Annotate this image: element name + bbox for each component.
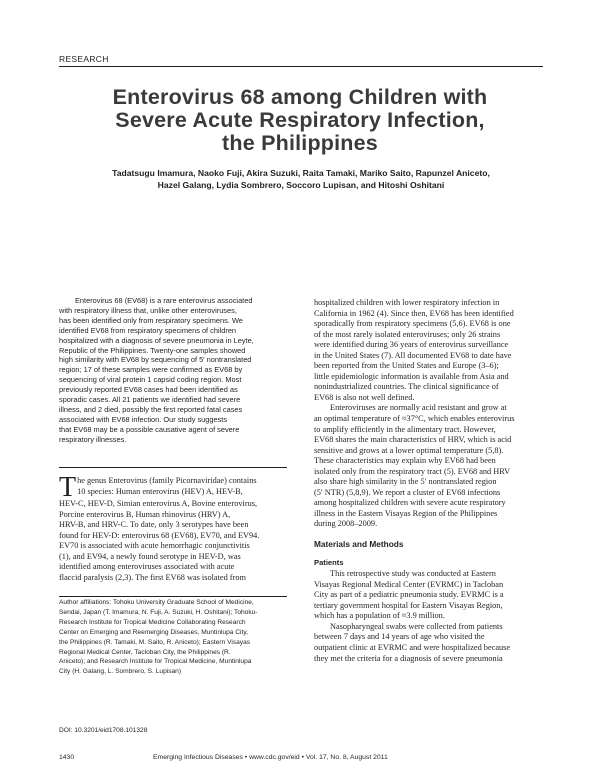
author-affiliations (59, 598, 287, 677)
affiliation-line: the Philippines (R. Tamaki, M. Saito, R. Aniceto); Eastern Visayas (59, 638, 251, 646)
abstract-line: has been identified only from respiratory specimens. We (59, 315, 243, 325)
abstract-line: sequencing of viral protein 1 capsid coding region. Most (59, 375, 242, 385)
body-line: sporadically from respiratory specimens (5,6). EV68 is one (314, 319, 511, 329)
body-line: California in 1962 (4). Since then, EV68 has been identified (314, 308, 514, 318)
body-line: between 7 days and 14 years of age who visited the (314, 632, 485, 642)
page-number: 1430 (59, 754, 75, 761)
abstract-line: hospitalized with a diagnosis of severe pneumonia in Leyte, (59, 335, 254, 345)
body-line: were identified during 36 years of enterovirus surveillance (314, 340, 509, 350)
abstract-line: that EV68 may be a possible causative agent of severe (59, 424, 240, 434)
intro-column-left (59, 472, 287, 583)
body-line: Visayas Regional Medical Center (EVRMC) in Tacloban (314, 579, 504, 589)
title-line: Severe Acute Respiratory Infection, (115, 108, 485, 132)
body-line: (1), and EV94, a newly found serotype in HEV-D, was (59, 551, 241, 561)
intro-column-right (314, 298, 543, 664)
body-line: been reported from the United States and Europe (3–6); (314, 361, 499, 371)
affiliation-line: Regional Medical Center, Tacloban City, the Philippines (R. (59, 648, 231, 656)
dropcap: T (59, 472, 77, 503)
body-line: an optimal temperature of ≈37°C, which enables enterovirus (314, 414, 515, 424)
abstract (59, 296, 287, 445)
abstract-line: Enterovirus 68 (EV68) is a rare enterovirus associated (75, 296, 253, 305)
body-line: little epidemiologic information is available from Asia and (314, 371, 509, 381)
body-line: flaccid paralysis (2,3). The first EV68 was isolated from (59, 572, 246, 582)
section-heading-methods: Materials and Methods (314, 539, 404, 550)
body-line: Enteroviruses are normally acid resistant and grow at (330, 403, 507, 413)
body-line: EV70 is associated with acute hemorrhagic conjunctivitis (59, 541, 250, 551)
body-line: 10 species: Human enterovirus (HEV) A, HEV-B, (77, 486, 243, 496)
affiliation-line: Research Institute for Tropical Medicine Collaborating Research (59, 618, 246, 626)
subheading-patients: Patients (314, 557, 344, 567)
body-line: This retrospective study was conducted at Eastern (330, 569, 496, 579)
body-line: These characteristics may explain why EV68 had been (314, 456, 496, 466)
abstract-line: sporadic cases. All 21 patients we identified had severe (59, 395, 241, 405)
body-line: Nasopharyngeal swabs were collected from patients (330, 621, 503, 631)
journal-citation: Emerging Infectious Diseases • www.cdc.gov/eid • Vol. 17, No. 8, August 2011 (153, 754, 388, 761)
body-line: EV68 shares the main characteristics of HRV, which is acid (314, 435, 512, 445)
article-title (40, 86, 560, 155)
body-line: in the United States (7). All documented EV68 to date have (314, 350, 512, 360)
body-line: City as part of a pediatric pneumonia study. EVRMC is a (314, 590, 504, 600)
title-line: Enterovirus 68 among Children with (112, 85, 488, 109)
abstract-line: with respiratory illness that, unlike other enteroviruses, (59, 305, 237, 315)
body-line: hospitalized children with lower respiratory infection in (314, 298, 500, 307)
body-line: EV68 is also not well defined. (314, 392, 415, 402)
body-line: he genus Enterovirus (family Picornaviridae) contains (77, 476, 257, 485)
body-line: outpatient clinic at EVRMC and were hospitalized because (314, 642, 511, 652)
body-line: illness in the Eastern Visayas Region of the Philippines (314, 508, 498, 518)
abstract-line: high similarity with EV68 by sequencing of 5′ nontranslated (59, 355, 252, 365)
abstract-line: illness, and 2 died, possibly the first reported fatal cases (59, 404, 243, 414)
abstract-rule (59, 467, 287, 468)
body-line: Porcine enterovirus B, Human rhinovirus (HRV) A, (59, 509, 231, 519)
header-rule (59, 66, 543, 67)
body-line: they met the criteria for a diagnosis of severe pneumonia (314, 653, 503, 663)
body-line: also share high similarity in the 5′ nontranslated region (314, 477, 497, 487)
body-line: tertiary government hospital for Eastern Visayas Region, (314, 600, 503, 610)
body-line: nonindustrialized countries. The clinical significance of (314, 382, 499, 392)
affiliation-line: Author affiliations: Tohoku University Graduate School of Medicine, (59, 599, 254, 606)
abstract-line: respiratory illnesses. (59, 434, 127, 444)
body-line: (5′ NTR) (5,8,9). We report a cluster of EV68 infections (314, 487, 501, 497)
body-line: HRV-B, and HRV-C. To date, only 3 serotypes have been (59, 520, 249, 530)
affiliation-rule (59, 596, 287, 597)
abstract-line: region; 17 of these samples were confirmed as EV68 by (59, 365, 243, 375)
body-line: isolated only from the respiratory tract (5). EV68 and HRV (314, 466, 511, 476)
body-line: of the most rarely isolated enteroviruses; only 26 strains (314, 329, 501, 339)
body-line: found for HEV-D: enterovirus 68 (EV68), EV70, and EV94. (59, 530, 260, 540)
author-line: Tadatsugu Imamura, Naoko Fuji, Akira Suzuki, Raita Tamaki, Mariko Saito, Rapunzel Aniceto, (112, 168, 490, 178)
abstract-line: associated with EV68 infection. Our study suggests (59, 414, 228, 424)
author-line: Hazel Galang, Lydia Sombrero, Soccoro Lupisan, and Hitoshi Oshitani (157, 179, 445, 190)
affiliation-line: Center on Emerging and Reemerging Diseases, Muntinlupa City, (59, 628, 248, 636)
body-line: during 2008–2009. (314, 519, 378, 529)
affiliation-line: Aniceto); and Research Institute for Tropical Medicine, Muntinlupa (59, 658, 252, 666)
author-list (60, 168, 542, 191)
affiliation-line: City (H. Galang, L. Sombrero, S. Lupisan) (59, 668, 182, 676)
affiliation-line: Sendai, Japan (T. Imamura, N. Fuji, A. Suzuki, H. Oshitani); Tohoku- (59, 608, 258, 616)
body-line: identified among enteroviruses associated with acute (59, 562, 235, 572)
title-line: the Philippines (222, 131, 378, 155)
abstract-line: identified EV68 from respiratory specimens of children (59, 325, 237, 335)
body-line: which has a population of ≈3.9 million. (314, 611, 445, 621)
section-label: RESEARCH (59, 54, 109, 64)
abstract-line: previously reported EV68 cases had been identified as (59, 385, 238, 395)
body-line: among hospitalized children with severe acute respiratory (314, 498, 506, 508)
body-line: HEV-C, HEV-D, Simian enterovirus A, Bovine enterovirus, (59, 499, 258, 508)
doi: DOI: 10.3201/eid1708.101328 (59, 727, 148, 734)
body-line: sensitive and grows at a lower optimal temperature (5,8). (314, 445, 504, 455)
body-line: to amplify efficiently in the alimentary tract. However, (314, 424, 496, 434)
abstract-line: Republic of the Philippines. Twenty-one samples showed (59, 345, 246, 355)
